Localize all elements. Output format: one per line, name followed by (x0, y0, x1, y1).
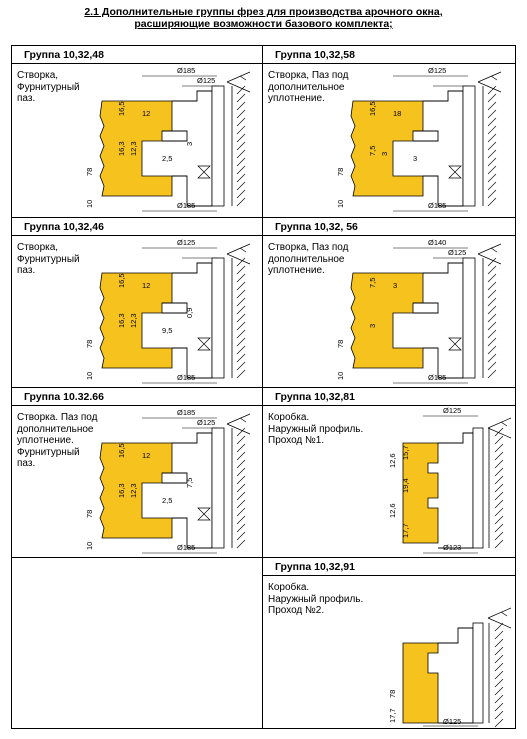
dimension-label: 10 (85, 541, 94, 550)
panel-description: Створка, Паз под дополнительное уплотнение. (268, 70, 349, 104)
bearing-icon (198, 508, 210, 520)
spindle (463, 258, 475, 378)
dimension-label: 12,3 (129, 313, 138, 328)
panel-10-32-91 (263, 558, 515, 728)
dimension-label: 78 (85, 339, 94, 348)
arrow-icon (227, 414, 250, 434)
dimension-label: Ø123 (443, 543, 462, 552)
spindle (212, 258, 224, 378)
panel-10-32-46 (12, 218, 263, 388)
dimension-label: 12,6 (388, 453, 397, 468)
dimension-label: Ø185 (177, 543, 196, 552)
frame-profile (403, 643, 438, 723)
dimension-label: 15,7 (401, 445, 410, 460)
profile-drawing (12, 46, 263, 218)
bearing-icon (449, 166, 461, 178)
dimension-label: 78 (336, 339, 345, 348)
panel-title: Группа 10,32, 56 (263, 218, 515, 236)
profile-drawing (263, 388, 515, 558)
arrow-icon (488, 608, 511, 628)
dimension-label: 3 (393, 281, 398, 290)
dimension-label: 17,7 (401, 523, 410, 538)
dimension-label: Ø125 (428, 66, 447, 75)
dimension-label: 17,7 (388, 708, 397, 723)
panel-description: Коробка. Наружный профиль. Проход №2. (268, 582, 364, 616)
profile-drawing (263, 46, 515, 218)
dimension-label: Ø185 (177, 408, 196, 417)
dimension-label: 78 (388, 689, 397, 698)
panel-description: Створка. Паз под дополнительное уплотнение. Фурнитурный паз. (17, 412, 98, 469)
dimension-label: 16,5 (117, 273, 126, 288)
spindle (212, 86, 224, 206)
panel-title: Группа 10,32,46 (12, 218, 262, 236)
panel-description: Створка, Фурнитурный паз. (17, 242, 80, 276)
dimension-label: 16,5 (117, 443, 126, 458)
dimension-label: 16,3 (117, 313, 126, 328)
arrow-icon (478, 244, 501, 264)
dimension-label: 10 (85, 199, 94, 208)
dimension-label: 10 (336, 371, 345, 380)
panel-description: Створка, Фурнитурный паз. (17, 70, 80, 104)
dimension-label: 16,3 (117, 141, 126, 156)
groups-grid (11, 45, 516, 729)
sash-profile (351, 273, 423, 368)
dimension-label: 3 (185, 141, 194, 146)
panel-empty (12, 558, 263, 728)
dimension-label: Ø140 (428, 238, 447, 247)
dimension-label: 7,5 (185, 477, 194, 488)
profile-drawing (12, 218, 263, 388)
dimension-label: 78 (85, 509, 94, 518)
dimension-label: 12 (142, 451, 151, 460)
spindle (473, 623, 483, 723)
dimension-label: 10 (85, 371, 94, 380)
panel-title: Группа 10,32,81 (263, 388, 515, 406)
panel-10-32-48 (12, 46, 263, 218)
title-line-1: 2.1 Дополнительные группы фрез для производства арочного окна, (84, 6, 443, 18)
arrow-icon (227, 244, 250, 264)
dimension-label: 12,3 (129, 141, 138, 156)
spindle (473, 428, 483, 548)
cutter-outline (438, 433, 473, 548)
dimension-label: Ø185 (428, 201, 447, 210)
bearing-icon (449, 338, 461, 350)
dimension-label: 3 (413, 154, 418, 163)
dimension-label: 78 (85, 167, 94, 176)
panel-10-32-56 (263, 218, 515, 388)
dimension-label: Ø125 (443, 717, 462, 726)
arrow-icon (478, 72, 501, 92)
dimension-label: Ø185 (177, 66, 196, 75)
panel-description: Коробка. Наружный профиль. Проход №1. (268, 412, 364, 446)
dimension-label: Ø125 (197, 418, 216, 427)
dimension-label: 3 (368, 323, 377, 328)
arrow-icon (488, 418, 511, 438)
dimension-label: 19,4 (401, 478, 410, 493)
dimension-label: 0,9 (185, 307, 194, 318)
bearing-icon (198, 166, 210, 178)
sash-profile (351, 101, 423, 196)
arrow-icon (227, 72, 250, 92)
panel-10-32-81 (263, 388, 515, 558)
dimension-label: 2,5 (162, 496, 173, 505)
dimension-label: 7,5 (368, 277, 377, 288)
dimension-label: 3 (380, 151, 389, 156)
dimension-label: 16,3 (117, 483, 126, 498)
dimension-label: Ø125 (448, 248, 467, 257)
profile-drawing (263, 558, 515, 728)
dimension-label: 2,5 (162, 154, 173, 163)
dimension-label: Ø185 (177, 201, 196, 210)
title-line-2: расширяющие возможности базового комплекта; (134, 18, 393, 30)
dimension-label: 78 (336, 167, 345, 176)
dimension-label: 9,5 (162, 326, 173, 335)
panel-title: Группа 10,32,58 (263, 46, 515, 64)
spindle (463, 86, 475, 206)
panel-10-32-66 (12, 388, 263, 558)
spindle (212, 428, 224, 548)
panel-title: Группа 10,32,91 (263, 558, 515, 576)
panel-description: Створка, Паз под дополнительное уплотнение. (268, 242, 349, 276)
profile-drawing (12, 388, 263, 558)
dimension-label: Ø125 (197, 76, 216, 85)
cutter-outline (438, 628, 473, 723)
panel-10-32-58 (263, 46, 515, 218)
dimension-label: Ø125 (443, 406, 462, 415)
dimension-label: 12,6 (388, 503, 397, 518)
dimension-label: 12 (142, 109, 151, 118)
page-title (0, 6, 527, 30)
panel-title: Группа 10,32,48 (12, 46, 262, 64)
bearing-icon (198, 338, 210, 350)
dimension-label: Ø125 (177, 238, 196, 247)
dimension-label: 16,5 (368, 101, 377, 116)
dimension-label: 12 (142, 281, 151, 290)
dimension-label: 10 (336, 199, 345, 208)
dimension-label: Ø185 (177, 373, 196, 382)
dimension-label: Ø185 (428, 373, 447, 382)
panel-title: Группа 10.32.66 (12, 388, 262, 406)
profile-drawing (263, 218, 515, 388)
dimension-label: 12,3 (129, 483, 138, 498)
dimension-label: 7,5 (368, 145, 377, 156)
dimension-label: 18 (393, 109, 402, 118)
dimension-label: 16,5 (117, 101, 126, 116)
